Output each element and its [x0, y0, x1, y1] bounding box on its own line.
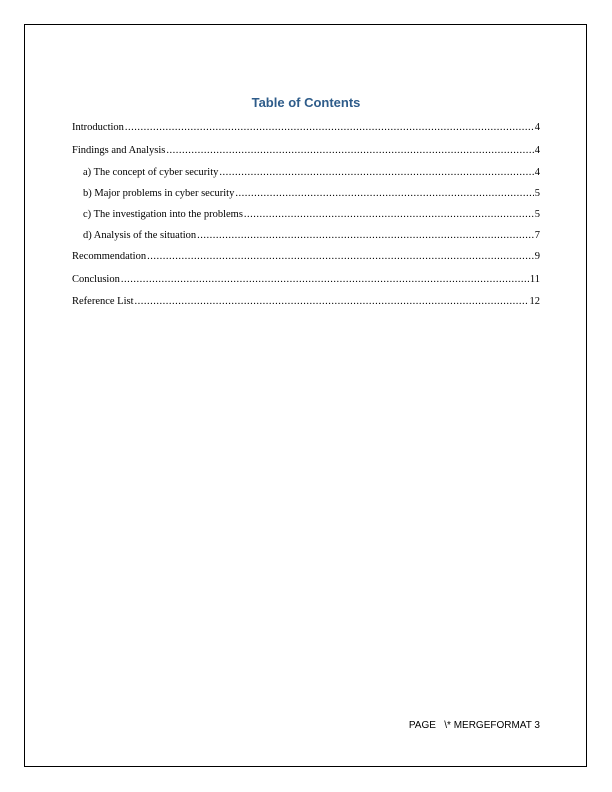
toc-dot-leader — [121, 272, 529, 288]
toc-entry-conclusion[interactable] — [72, 272, 540, 288]
toc-dot-leader — [244, 207, 534, 223]
toc-dot-leader — [166, 143, 533, 159]
toc-entry-recommendation[interactable] — [72, 249, 540, 265]
toc-dot-leader — [125, 120, 534, 136]
toc-title: Table of Contents — [251, 95, 361, 110]
toc-entry-investigation[interactable] — [72, 207, 540, 223]
toc-dot-leader — [219, 165, 533, 181]
toc-dot-leader — [135, 294, 529, 310]
toc-entry-findings-and-analysis[interactable] — [72, 143, 540, 159]
table-of-contents — [72, 120, 540, 317]
toc-entry-reference-list[interactable] — [72, 294, 540, 310]
toc-entry-page-number: 12 — [529, 296, 540, 307]
toc-entry-page-number: 7 — [534, 230, 540, 241]
toc-dot-leader — [235, 186, 533, 202]
toc-entry-label: Conclusion — [72, 273, 120, 285]
toc-entry-label: Introduction — [72, 122, 124, 133]
toc-entry-page-number: 5 — [534, 188, 540, 199]
toc-entry-label: b) Major problems in cyber security — [83, 188, 235, 199]
toc-entry-page-number: 4 — [534, 122, 540, 133]
page-footer-field: PAGE \* MERGEFORMAT 3 — [408, 720, 540, 731]
toc-dot-leader — [197, 228, 534, 244]
toc-dot-leader — [147, 249, 534, 265]
toc-entry-introduction[interactable] — [72, 120, 540, 136]
toc-entry-label: c) The investigation into the problems — [83, 209, 243, 220]
toc-entry-page-number: 5 — [534, 209, 540, 220]
toc-entry-page-number: 11 — [529, 273, 540, 285]
toc-entry-analysis-of-situation[interactable] — [72, 228, 540, 244]
toc-entry-label: Reference List — [72, 296, 134, 307]
toc-entry-label: a) The concept of cyber security — [83, 167, 219, 178]
toc-entry-label: Findings and Analysis — [72, 144, 166, 156]
toc-entry-label: Recommendation — [72, 251, 147, 262]
toc-entry-page-number: 4 — [534, 144, 540, 156]
toc-entry-major-problems[interactable] — [72, 186, 540, 202]
toc-entry-page-number: 9 — [534, 251, 540, 262]
toc-entry-label: d) Analysis of the situation — [83, 230, 197, 241]
toc-entry-concept-of-cyber-security[interactable] — [72, 165, 540, 181]
toc-entry-page-number: 4 — [534, 167, 540, 178]
